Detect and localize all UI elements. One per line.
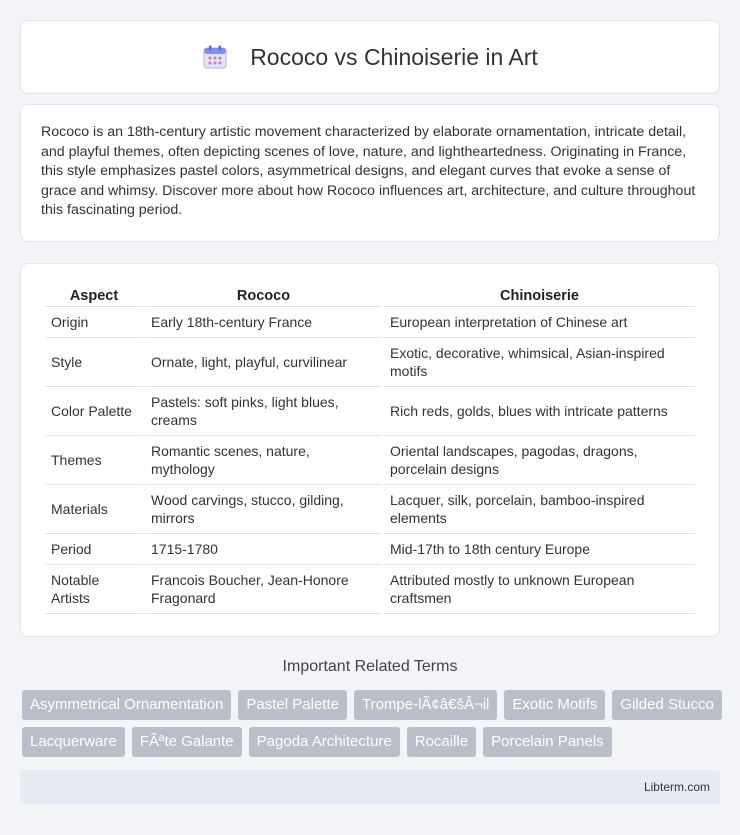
table-cell: Lacquer, silk, porcelain, bamboo-inspired elements: [384, 485, 695, 534]
table-row: [45, 565, 695, 614]
table-cell: Materials: [45, 485, 143, 534]
related-terms-section: [0, 658, 740, 676]
tag-gilded-stucco[interactable]: Gilded Stucco: [612, 690, 721, 720]
table-cell: Romantic scenes, nature, mythology: [145, 436, 382, 485]
comparison-table: [43, 284, 697, 614]
table-cell: European interpretation of Chinese art: [384, 307, 695, 338]
table-cell: Pastels: soft pinks, light blues, creams: [145, 387, 382, 436]
table-cell: 1715-1780: [145, 534, 382, 565]
title-card: [20, 20, 720, 94]
table-cell: Themes: [45, 436, 143, 485]
table-row: [45, 307, 695, 338]
tag-exotic-motifs[interactable]: Exotic Motifs: [504, 690, 605, 720]
table-row: [45, 338, 695, 387]
comparison-table-card: [20, 263, 720, 637]
tag-fete-galante[interactable]: FÃªte Galante: [132, 727, 242, 757]
table-cell: Attributed mostly to unknown European craftsmen: [384, 565, 695, 614]
header-chinoiserie: Chinoiserie: [384, 284, 695, 307]
tag-porcelain-panels[interactable]: Porcelain Panels: [483, 727, 612, 757]
page-title: Rococo vs Chinoiserie in Art: [250, 43, 538, 70]
intro-text: Rococo is an 18th-century artistic movement characterized by elaborate ornamentation, intricate detail, and playful themes, often depicting scenes of love, nature, and lightheartedness. Originating in France, this style emphasizes pastel colors, asymmetrical designs, and elegant curves that evoke a sense of grace and whimsy. Discover more about how Rococo influences art, architecture, and culture throughout this fascinating period.: [41, 124, 696, 219]
table-row: [45, 485, 695, 534]
tag-lacquerware[interactable]: Lacquerware: [22, 727, 125, 757]
table-cell: Exotic, decorative, whimsical, Asian-inspired motifs: [384, 338, 695, 387]
tag-trompe-loeil[interactable]: Trompe-lÃ¢â€šÂ¬il: [354, 690, 497, 720]
table-cell: Notable Artists: [45, 565, 143, 614]
table-cell: Oriental landscapes, pagodas, dragons, porcelain designs: [384, 436, 695, 485]
table-cell: Period: [45, 534, 143, 565]
table-cell: Color Palette: [45, 387, 143, 436]
header-aspect: Aspect: [45, 284, 143, 307]
tag-pagoda-architecture[interactable]: Pagoda Architecture: [249, 727, 400, 757]
tags-row-1: [22, 690, 722, 720]
table-header-row: [45, 284, 695, 307]
tag-rocaille[interactable]: Rocaille: [407, 727, 476, 757]
table-cell: Mid-17th to 18th century Europe: [384, 534, 695, 565]
footer-link[interactable]: Libterm.com: [643, 780, 710, 794]
table-cell: Francois Boucher, Jean-Honore Fragonard: [145, 565, 382, 614]
table-cell: Wood carvings, stucco, gilding, mirrors: [145, 485, 382, 534]
table-cell: Style: [45, 338, 143, 387]
tag-asymmetrical-ornamentation[interactable]: Asymmetrical Ornamentation: [22, 690, 231, 720]
tags-row-2: [22, 727, 722, 757]
intro-card: [20, 104, 720, 242]
header-rococo: Rococo: [145, 284, 382, 307]
footer: [20, 770, 720, 804]
table-row: [45, 534, 695, 565]
table-row: [45, 387, 695, 436]
table-cell: Rich reds, golds, blues with intricate patterns: [384, 387, 695, 436]
table-cell: Ornate, light, playful, curvilinear: [145, 338, 382, 387]
calendar-icon: [202, 44, 228, 70]
table-cell: Early 18th-century France: [145, 307, 382, 338]
table-cell: Origin: [45, 307, 143, 338]
table-row: [45, 436, 695, 485]
related-terms-title: Important Related Terms: [282, 658, 458, 675]
tag-pastel-palette[interactable]: Pastel Palette: [238, 690, 347, 720]
